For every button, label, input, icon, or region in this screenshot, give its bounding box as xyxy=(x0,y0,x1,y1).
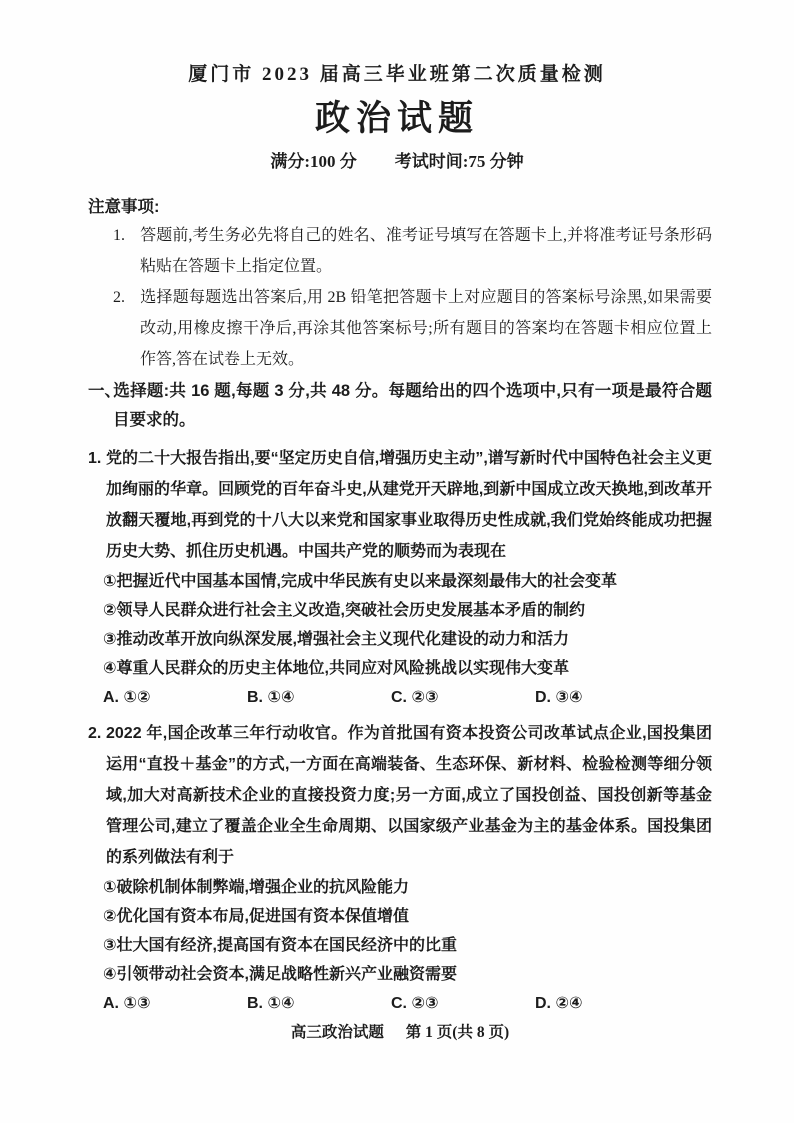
exam-duration-label: 考试时间:75 分钟 xyxy=(394,152,524,171)
question-1-sub-option-4: ④尊重人民群众的历史主体地位,共同应对风险挑战以实现伟大变革 xyxy=(103,660,569,677)
question-2-choices xyxy=(88,989,712,1018)
footer-doc-label: 高三政治试题 xyxy=(290,1024,384,1041)
section-text: 选择题:共 16 题,每题 3 分,共 48 分。每题给出的四个选项中,只有一项是最符合题目要求的。 xyxy=(113,382,712,429)
question-1-choices xyxy=(88,683,712,712)
section-heading-choice-questions xyxy=(88,377,712,435)
question-1-sub-option-3: ③推动改革开放向纵深发展,增强社会主义现代化建设的动力和活力 xyxy=(103,631,569,648)
notice-item-1 xyxy=(113,220,712,282)
exam-subject-title: 政治试题 xyxy=(314,99,479,138)
question-2-stem xyxy=(88,718,712,873)
question-1-choice-c: C. ②③ xyxy=(391,689,439,706)
question-2 xyxy=(88,718,712,1018)
question-2-sub-option-1: ①破除机制体制弊端,增强企业的抗风险能力 xyxy=(103,879,409,896)
question-2-choice-d: D. ②④ xyxy=(535,995,583,1012)
notice-item-1-number: 1. xyxy=(113,227,125,244)
exam-session-title: 厦门市 2023 届高三毕业班第二次质量检测 xyxy=(188,64,606,85)
question-1-choice-a: A. ①② xyxy=(103,689,151,706)
section-number: 一、 xyxy=(88,382,121,400)
question-2-choice-b: B. ①④ xyxy=(247,995,295,1012)
notice-item-2-number: 2. xyxy=(113,289,125,306)
question-1-stem xyxy=(88,443,712,567)
question-1-number: 1. xyxy=(88,450,102,467)
question-1 xyxy=(88,443,712,712)
question-1-sub-option-2: ②领导人民群众进行社会主义改造,突破社会历史发展基本矛盾的制约 xyxy=(103,602,585,619)
question-2-number: 2. xyxy=(88,725,102,742)
question-2-choice-c: C. ②③ xyxy=(391,995,439,1012)
question-2-sub-option-4: ④引领带动社会资本,满足战略性新兴产业融资需要 xyxy=(103,966,457,983)
footer-page-label: 第 1 页(共 8 页) xyxy=(405,1024,510,1041)
exam-header xyxy=(0,0,794,174)
question-2-sub-option-2: ②优化国有资本布局,促进国有资本保值增值 xyxy=(103,908,409,925)
question-2-sub-option-3: ③壮大国有经济,提高国有资本在国民经济中的比重 xyxy=(103,937,457,954)
question-2-choice-a: A. ①③ xyxy=(103,995,151,1012)
full-score-label: 满分:100 分 xyxy=(270,152,357,171)
notice-item-1-text: 答题前,考生务必先将自己的姓名、准考证号填写在答题卡上,并将准考证号条形码粘贴在答题卡上指定位置。 xyxy=(140,227,712,275)
notice-heading: 注意事项: xyxy=(88,198,160,216)
question-1-stem-text: 党的二十大报告指出,要“坚定历史自信,增强历史主动”,谱写新时代中国特色社会主义更加绚丽的华章。回顾党的百年奋斗史,从建党开天辟地,到新中国成立改天换地,到改革开放翻天覆地,再到党的十八大以来党和国家事业取得历史性成就,我们党始终能成功把握历史大势、抓住历史机遇。中国共产党的顺势而为表现在 xyxy=(106,450,712,560)
exam-content xyxy=(88,194,712,1044)
question-1-choice-d: D. ③④ xyxy=(535,689,583,706)
exam-meta-row xyxy=(0,150,794,174)
notice-item-2-text: 选择题每题选出答案后,用 2B 铅笔把答题卡上对应题目的答案标号涂黑,如果需要改动,用橡皮擦干净后,再涂其他答案标号;所有题目的答案均在答题卡相应位置上作答,答在试卷上无效。 xyxy=(140,289,712,368)
question-2-stem-text: 2022 年,国企改革三年行动收官。作为首批国有资本投资公司改革试点企业,国投集团运用“直投＋基金”的方式,一方面在高端装备、生态环保、新材料、检验检测等细分领域,加大对高新技术企业的直接投资力度;另一方面,成立了国投创益、国投创新等基金管理公司,建立了覆盖企业全生命周期、以国家级产业基金为主的基金体系。国投集团的系列做法有利于 xyxy=(106,725,712,866)
page-footer xyxy=(88,1022,712,1044)
question-1-sub-option-1: ①把握近代中国基本国情,完成中华民族有史以来最深刻最伟大的社会变革 xyxy=(103,573,617,590)
question-1-choice-b: B. ①④ xyxy=(247,689,295,706)
notice-item-2 xyxy=(113,282,712,375)
